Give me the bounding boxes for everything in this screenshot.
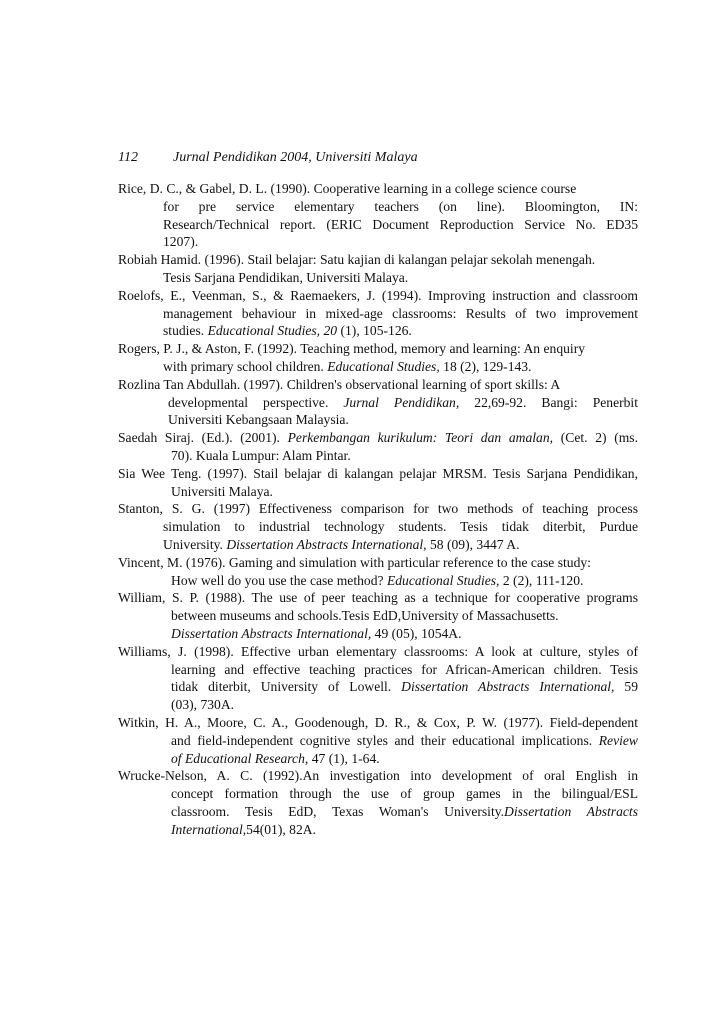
ref-text: tidak diterbit, University of Lowell. (171, 679, 402, 695)
ref-source-italic: Dissertation Abstracts International, (401, 679, 615, 695)
reference-rice (118, 180, 638, 251)
reference-sia (118, 465, 638, 501)
ref-line: Rice, D. C., & Gabel, D. L. (1990). Cooperative learning in a college science course (118, 181, 577, 196)
ref-line: Tesis Sarjana Pendidikan, Universiti Malaya. (163, 269, 409, 285)
ref-line (118, 429, 638, 447)
ref-source-italic: Educational Studies, 20 (207, 323, 338, 339)
ref-text: 54(01), 82A. (246, 821, 316, 837)
ref-line: Rozlina Tan Abdullah. (1997). Children's observational learning of sport skills: A (118, 376, 561, 392)
ref-text: developmental perspective. (168, 394, 344, 410)
reference-williams (118, 643, 638, 714)
ref-line: concept formation through the use of group games in the bilingual/ESL (171, 786, 638, 802)
ref-line (118, 572, 638, 590)
ref-source-italic: Educational Studies, (386, 572, 500, 588)
ref-line (118, 821, 638, 839)
ref-line: (03), 730A. (171, 697, 235, 713)
ref-line: management behaviour in mixed-age classrooms: Results of two improvement (163, 305, 638, 321)
ref-line: Witkin, H. A., Moore, C. A., Goodenough, D. R., & Cox, P. W. (1977). Field-dependent (118, 714, 638, 730)
ref-line: Williams, J. (1998). Effective urban elementary classrooms: A look at culture, styles of (118, 643, 638, 659)
reference-witkin (118, 714, 638, 767)
page-number: 112 (118, 150, 138, 165)
ref-text: 59 (614, 679, 638, 695)
ref-line: Vincent, M. (1976). Gaming and simulation with particular reference to the case study: (118, 554, 591, 570)
ref-source-italic: Dissertation Abstracts (504, 803, 638, 819)
ref-text: 58 (09), 3447 A. (426, 536, 520, 552)
ref-text: How well do you use the case method? (171, 572, 387, 588)
ref-line (118, 394, 638, 412)
ref-source-italic: Educational Studies, (327, 358, 440, 374)
ref-line: 1207). (163, 234, 199, 250)
reference-wrucke (118, 767, 638, 838)
ref-line (118, 803, 638, 821)
running-head (118, 149, 638, 166)
ref-line: William, S. P. (1988). The use of peer teaching as a technique for cooperative programs (118, 590, 638, 606)
ref-line (118, 732, 638, 750)
ref-source-italic: Review (598, 732, 638, 748)
ref-line (118, 536, 638, 554)
ref-source-italic: International, (171, 821, 247, 837)
ref-line: Universiti Kebangsaan Malaysia. (168, 412, 349, 428)
ref-line: simulation to industrial technology students. Tesis tidak diterbit, Purdue (163, 519, 638, 535)
ref-text: and field-independent cognitive styles and their educational implications. (171, 732, 599, 748)
ref-text: 22,69-92. Bangi: Penerbit (459, 394, 638, 410)
reference-rogers (118, 340, 638, 376)
reference-saedah (118, 429, 638, 465)
ref-text: with primary school children. (163, 358, 328, 374)
ref-source-italic: Jurnal Pendidikan, (343, 394, 460, 410)
ref-source-italic: Perkembangan kurikulum: Teori dan amalan, (287, 430, 554, 446)
ref-text: 18 (2), 129-143. (439, 358, 532, 374)
ref-line: for pre service elementary teachers (on line). Bloomington, IN: (163, 198, 638, 214)
ref-line: Robiah Hamid. (1996). Stail belajar: Satu kajian di kalangan pelajar sekolah menengah. (118, 252, 596, 268)
ref-source-italic: of Educational Research, (171, 750, 309, 766)
ref-line: Wrucke-Nelson, A. C. (1992).An investigation into development of oral English in (118, 768, 638, 784)
ref-line (118, 322, 638, 340)
ref-line (118, 358, 638, 376)
ref-line: learning and effective teaching practices for African-American children. Tesis (171, 661, 638, 677)
ref-text: (Cet. 2) (ms. (553, 430, 638, 446)
ref-text: Saedah Siraj. (Ed.). (2001). (118, 430, 288, 446)
reference-vincent (118, 554, 638, 590)
ref-text: 2 (2), 111-120. (499, 572, 584, 588)
ref-text: classroom. Tesis EdD, Texas Woman's University. (171, 803, 505, 819)
ref-line (118, 750, 638, 768)
ref-text: University. (163, 536, 227, 552)
ref-line: Stanton, S. G. (1997) Effectiveness comparison for two methods of teaching process (118, 501, 638, 517)
ref-line: Universiti Malaya. (171, 483, 273, 499)
ref-line: 70). Kuala Lumpur: Alam Pintar. (171, 447, 351, 463)
ref-line: Roelofs, E., Veenman, S., & Raemaekers, J. (1994). Improving instruction and classroom (118, 287, 638, 303)
journal-title: Jurnal Pendidikan 2004, Universiti Malaya (173, 150, 418, 165)
ref-text: studies. (163, 323, 208, 339)
reference-robiah (118, 251, 638, 287)
reference-rozlina (118, 376, 638, 429)
ref-source-italic: Dissertation Abstracts International, (171, 625, 372, 641)
ref-line (118, 625, 638, 643)
reference-roelofs (118, 287, 638, 340)
ref-line: Research/Technical report. (ERIC Document Reproduction Service No. ED35 (163, 216, 638, 232)
reference-stanton (118, 500, 638, 553)
ref-text: 47 (1), 1-64. (308, 750, 380, 766)
ref-source-italic: Dissertation Abstracts International, (226, 536, 427, 552)
ref-line: Sia Wee Teng. (1997). Stail belajar di kalangan pelajar MRSM. Tesis Sarjana Pendidikan, (118, 465, 638, 481)
reference-william (118, 589, 638, 642)
ref-line: Rogers, P. J., & Aston, F. (1992). Teaching method, memory and learning: An enquiry (118, 341, 586, 357)
ref-text: (1), 105-126. (337, 323, 412, 339)
reference-list (118, 180, 638, 838)
ref-text: 49 (05), 1054A. (371, 625, 462, 641)
ref-line (118, 678, 638, 696)
ref-line: between museums and schools.Tesis EdD,University of Massachusetts. (171, 608, 559, 624)
